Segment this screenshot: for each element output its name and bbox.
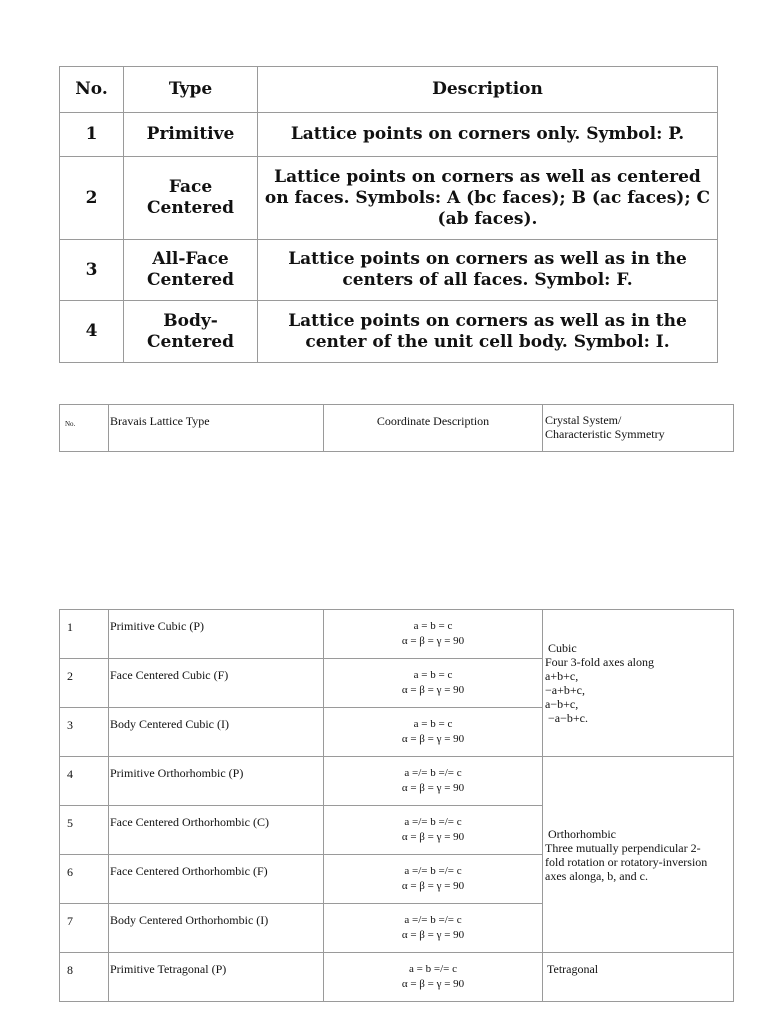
cell-type: Face Centered Orthorhombic (C) bbox=[109, 806, 324, 855]
cell-no: 6 bbox=[60, 855, 109, 904]
coord-angles: α = β = γ = 90 bbox=[401, 635, 465, 647]
cell-no: 2 bbox=[60, 659, 109, 708]
cell-coordinate bbox=[324, 610, 543, 659]
cell-coordinate bbox=[324, 708, 543, 757]
cell-coordinate bbox=[324, 806, 543, 855]
cell-type: Primitive Tetragonal (P) bbox=[109, 953, 324, 1002]
cell-type: Primitive Cubic (P) bbox=[109, 610, 324, 659]
table-row bbox=[60, 113, 718, 157]
cell-no: 4 bbox=[60, 757, 109, 806]
sym-line: a−b+c, bbox=[545, 697, 579, 711]
sym-line: −a+b+c, bbox=[545, 683, 585, 697]
table-row bbox=[60, 240, 718, 301]
cell-no: 5 bbox=[60, 806, 109, 855]
lattice-types-table bbox=[59, 66, 718, 363]
coord-lengths: a =/= b =/= c bbox=[404, 767, 462, 779]
cell-crystal-system-tetragonal: Tetragonal bbox=[543, 953, 734, 1002]
cell-no: 3 bbox=[60, 240, 124, 301]
cell-type: Body Centered Cubic (I) bbox=[109, 708, 324, 757]
table-row bbox=[60, 157, 718, 240]
cell-type: Face Centered Orthorhombic (F) bbox=[109, 855, 324, 904]
coord-lengths: a =/= b =/= c bbox=[404, 865, 462, 877]
coord-lengths: a = b = c bbox=[413, 669, 453, 681]
bravais-header-table bbox=[59, 404, 734, 452]
sym-line: −a−b+c. bbox=[545, 711, 588, 725]
sym-line: Orthorhombic bbox=[545, 826, 616, 841]
cell-coordinate bbox=[324, 855, 543, 904]
coord-angles: α = β = γ = 90 bbox=[401, 733, 465, 745]
cell-coordinate bbox=[324, 659, 543, 708]
cell-coordinate bbox=[324, 757, 543, 806]
cell-no: 1 bbox=[60, 113, 124, 157]
sym-line: fold rotation or rotatory-inversion bbox=[545, 854, 708, 869]
table-row bbox=[60, 953, 734, 1002]
table-row bbox=[60, 757, 734, 806]
header-no: No. bbox=[60, 67, 124, 113]
coord-lengths: a =/= b =/= c bbox=[404, 816, 462, 828]
coord-angles: α = β = γ = 90 bbox=[401, 978, 465, 990]
sym-line: Four 3-fold axes along bbox=[545, 655, 654, 669]
header-bravais-type: Bravais Lattice Type bbox=[109, 405, 324, 452]
cell-crystal-system-orthorhombic bbox=[543, 757, 734, 953]
coord-lengths: a = b = c bbox=[413, 620, 453, 632]
cell-type: Body-Centered bbox=[124, 301, 258, 363]
header-type: Type bbox=[124, 67, 258, 113]
cell-crystal-system-cubic bbox=[543, 610, 734, 757]
coord-angles: α = β = γ = 90 bbox=[401, 684, 465, 696]
cell-type: Body Centered Orthorhombic (I) bbox=[109, 904, 324, 953]
cell-description: Lattice points on corners as well as in the centers of all faces. Symbol: F. bbox=[258, 240, 718, 301]
cell-coordinate bbox=[324, 904, 543, 953]
cell-type: Face Centered Cubic (F) bbox=[109, 659, 324, 708]
header-crystal-system-line2: Characteristic Symmetry bbox=[545, 427, 665, 441]
header-coordinate: Coordinate Description bbox=[324, 405, 543, 452]
coord-lengths: a = b =/= c bbox=[409, 963, 457, 975]
header-crystal-system bbox=[543, 405, 734, 452]
cell-no: 3 bbox=[60, 708, 109, 757]
coord-lengths: a =/= b =/= c bbox=[404, 914, 462, 926]
sym-line: Three mutually perpendicular 2- bbox=[545, 840, 701, 855]
table-header-row bbox=[60, 405, 734, 452]
header-description: Description bbox=[258, 67, 718, 113]
cell-type: Primitive Orthorhombic (P) bbox=[109, 757, 324, 806]
table-row bbox=[60, 610, 734, 659]
cell-type: Face Centered bbox=[124, 157, 258, 240]
coord-angles: α = β = γ = 90 bbox=[401, 831, 465, 843]
sym-line: a+b+c, bbox=[545, 669, 579, 683]
coord-angles: α = β = γ = 90 bbox=[401, 929, 465, 941]
cell-no: 8 bbox=[60, 953, 109, 1002]
cell-no: 7 bbox=[60, 904, 109, 953]
cell-coordinate bbox=[324, 953, 543, 1002]
sym-line: Cubic bbox=[545, 641, 577, 655]
cell-type: All-Face Centered bbox=[124, 240, 258, 301]
bravais-lattice-table bbox=[59, 609, 734, 1002]
coord-lengths: a = b = c bbox=[413, 718, 453, 730]
cell-description: Lattice points on corners as well as centered on faces. Symbols: A (bc faces); B (ac faces); C (ab faces). bbox=[258, 157, 718, 240]
sym-line: axes alonga, b, and c. bbox=[545, 868, 648, 883]
cell-no: 1 bbox=[60, 610, 109, 659]
cell-no: 4 bbox=[60, 301, 124, 363]
table-header-row bbox=[60, 67, 718, 113]
coord-angles: α = β = γ = 90 bbox=[401, 880, 465, 892]
header-no: No. bbox=[60, 405, 109, 452]
coord-angles: α = β = γ = 90 bbox=[401, 782, 465, 794]
cell-description: Lattice points on corners as well as in the center of the unit cell body. Symbol: I. bbox=[258, 301, 718, 363]
cell-no: 2 bbox=[60, 157, 124, 240]
table-row bbox=[60, 301, 718, 363]
cell-type: Primitive bbox=[124, 113, 258, 157]
cell-description: Lattice points on corners only. Symbol: P. bbox=[258, 113, 718, 157]
header-crystal-system-line1: Crystal System/ bbox=[545, 413, 622, 427]
